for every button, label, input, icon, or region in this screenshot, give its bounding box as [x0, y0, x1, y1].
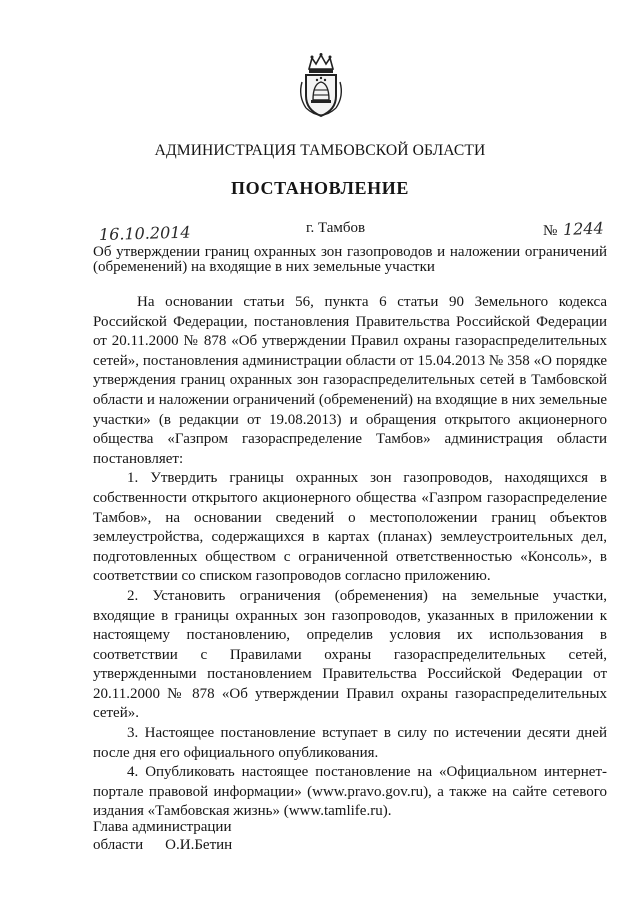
- signer-name: О.И.Бетин: [165, 837, 233, 853]
- number-value: 1244: [562, 218, 605, 239]
- coat-of-arms-emblem: [296, 52, 346, 122]
- preamble-paragraph: На основании статьи 56, пункта 6 статьи 90 Земельного кодекса Российской Федерации, постановления Правительства Российской Федерации от 20.11.2000 № 878 «Об утверждении Правил охраны газораспределительных сетей», постановления администрации области от 15.04.2013 № 358 «О порядке утверждения границ охранных зон газораспределительных сетей в Тамбовской области и наложении ограничений (обременений) на входящие в них земельные участки» (в редакции от 19.08.2013) и обращения открытого акционерного общества «Газпром газораспределение Тамбов» администрация области постановляет:: [93, 294, 607, 467]
- organization-name: АДМИНИСТРАЦИЯ ТАМБОВСКОЙ ОБЛАСТИ: [154, 142, 486, 159]
- document-body: [93, 293, 607, 822]
- item-1-paragraph: 1. Утвердить границы охранных зон газопроводов, находящихся в собственности открытого акционерного общества «Газпром газораспределение Тамбов», на основании сведений о местоположении границ объектов землеустройства, содержащихся в картах (планах) землеустроительных дел, подготовленных обществом с ограниченной ответственностью «Консоль», в соответствии со списком газопроводов согласно приложению.: [93, 470, 607, 585]
- document-number: [543, 220, 604, 240]
- item-4-paragraph: 4. Опубликовать настоящее постановление на «Официальном интернет-портале правовой информации» (www.pravo.gov.ru), а также на сайте сетевого издания «Тамбовская жизнь» (www.tamlife.ru).: [93, 764, 607, 820]
- signer-title-line2: области: [93, 837, 144, 853]
- document-type-title: ПОСТАНОВЛЕНИЕ: [231, 178, 409, 198]
- coat-of-arms-icon: [296, 52, 346, 122]
- document-date: 16.10.2014: [98, 222, 191, 244]
- document-city: г. Тамбов: [306, 220, 366, 236]
- number-sign: №: [543, 223, 558, 239]
- signer-title-line1: Глава администрации: [93, 819, 232, 835]
- signer-title-line2-row: [93, 836, 232, 854]
- item-3-paragraph: 3. Настоящее постановление вступает в силу по истечении десяти дней после дня его официального опубликования.: [93, 725, 607, 761]
- signature-block: [93, 818, 232, 854]
- item-2-paragraph: 2. Установить ограничения (обременения) на земельные участки, входящие в границы охранных зон газопроводов, указанных в приложении к настоящему постановлению, определив условия их использования в соответствии с Правилами охраны газораспределительных сетей, утвержденными постановлением Правительства Российской Федерации от 20.11.2000 № 878 «Об утверждении Правил охраны газораспределительных сетей».: [93, 587, 607, 722]
- document-subject: Об утверждении границ охранных зон газопроводов и наложении ограничений (обременений) на входящие в них земельные участки: [93, 244, 607, 275]
